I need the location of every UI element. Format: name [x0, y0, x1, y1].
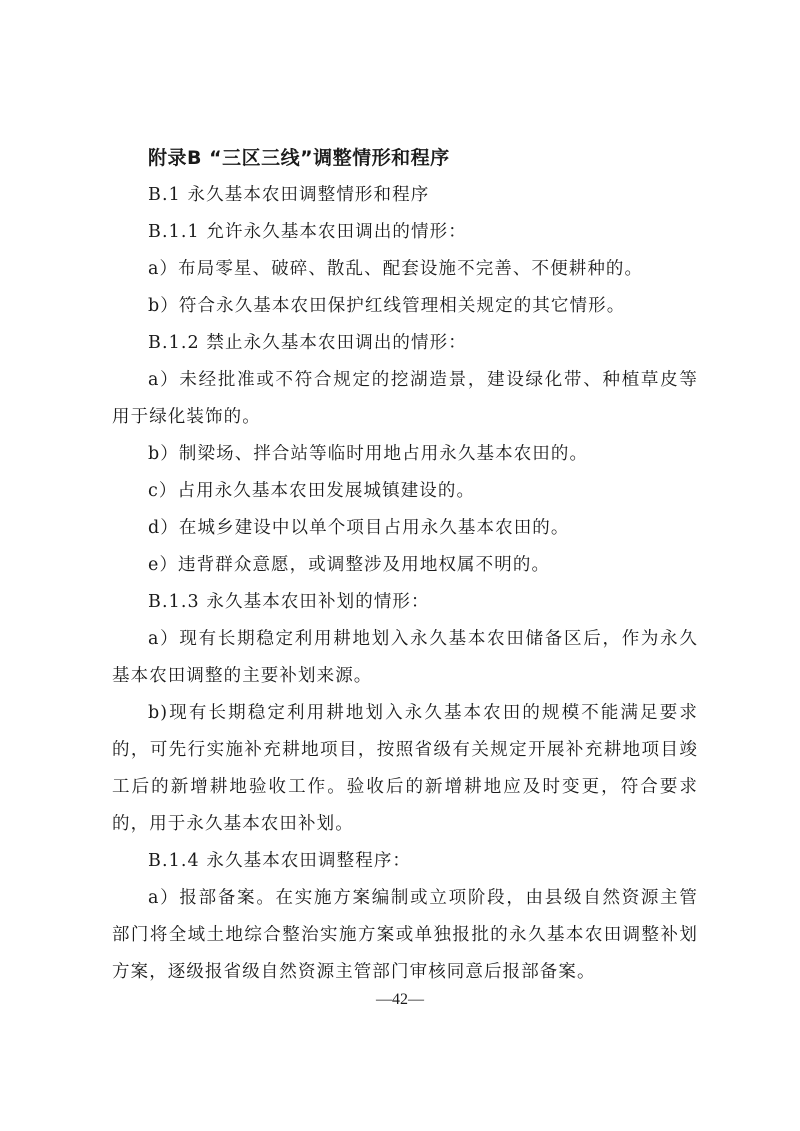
page-number: —42—: [376, 991, 424, 1008]
section-b1-1-title: B.1.1 允许永久基本农田调出的情形：: [148, 222, 467, 242]
list-item: d）在城乡建设中以单个项目占用永久基本农田的。: [148, 518, 570, 538]
list-item: e）违背群众意愿，或调整涉及用地权属不明的。: [148, 555, 551, 575]
list-item: b）符合永久基本农田保护红线管理相关规定的其它情形。: [148, 296, 626, 316]
section-b1-3-title: B.1.3 永久基本农田补划的情形：: [148, 592, 430, 612]
list-item: b）制梁场、拌合站等临时用地占用永久基本农田的。: [148, 444, 589, 464]
appendix-heading: 附录B “三区三线”调整情形和程序: [148, 147, 450, 169]
document-body: [112, 140, 698, 991]
section-b1-title: B.1 永久基本农田调整情形和程序: [148, 185, 430, 205]
section-b1-2-title: B.1.2 禁止永久基本农田调出的情形：: [148, 333, 467, 353]
list-item: c）占用永久基本农田发展城镇建设的。: [148, 481, 476, 501]
list-item: a）报部备案。在实施方案编制或立项阶段，由县级自然资源主管部门将全域土地综合整治实施方案或单独报批的永久基本农田调整补划方案，逐级报省级自然资源主管部门审核同意后报部备案。: [112, 888, 698, 982]
list-item: a）未经批准或不符合规定的挖湖造景，建设绿化带、种植草皮等用于绿化装饰的。: [112, 370, 698, 427]
list-item: a）现有长期稳定利用耕地划入永久基本农田储备区后，作为永久基本农田调整的主要补划来源。: [112, 629, 698, 686]
section-b1-4-title: B.1.4 永久基本农田调整程序：: [148, 851, 412, 871]
list-item: a）布局零星、破碎、散乱、配套设施不完善、不便耕种的。: [148, 259, 644, 279]
list-item: b)现有长期稳定利用耕地划入永久基本农田的规模不能满足要求的，可先行实施补充耕地项目，按照省级有关规定开展补充耕地项目竣工后的新增耕地验收工作。验收后的新增耕地应及时变更，符合要求的，用于永久基本农田补划。: [112, 703, 698, 834]
